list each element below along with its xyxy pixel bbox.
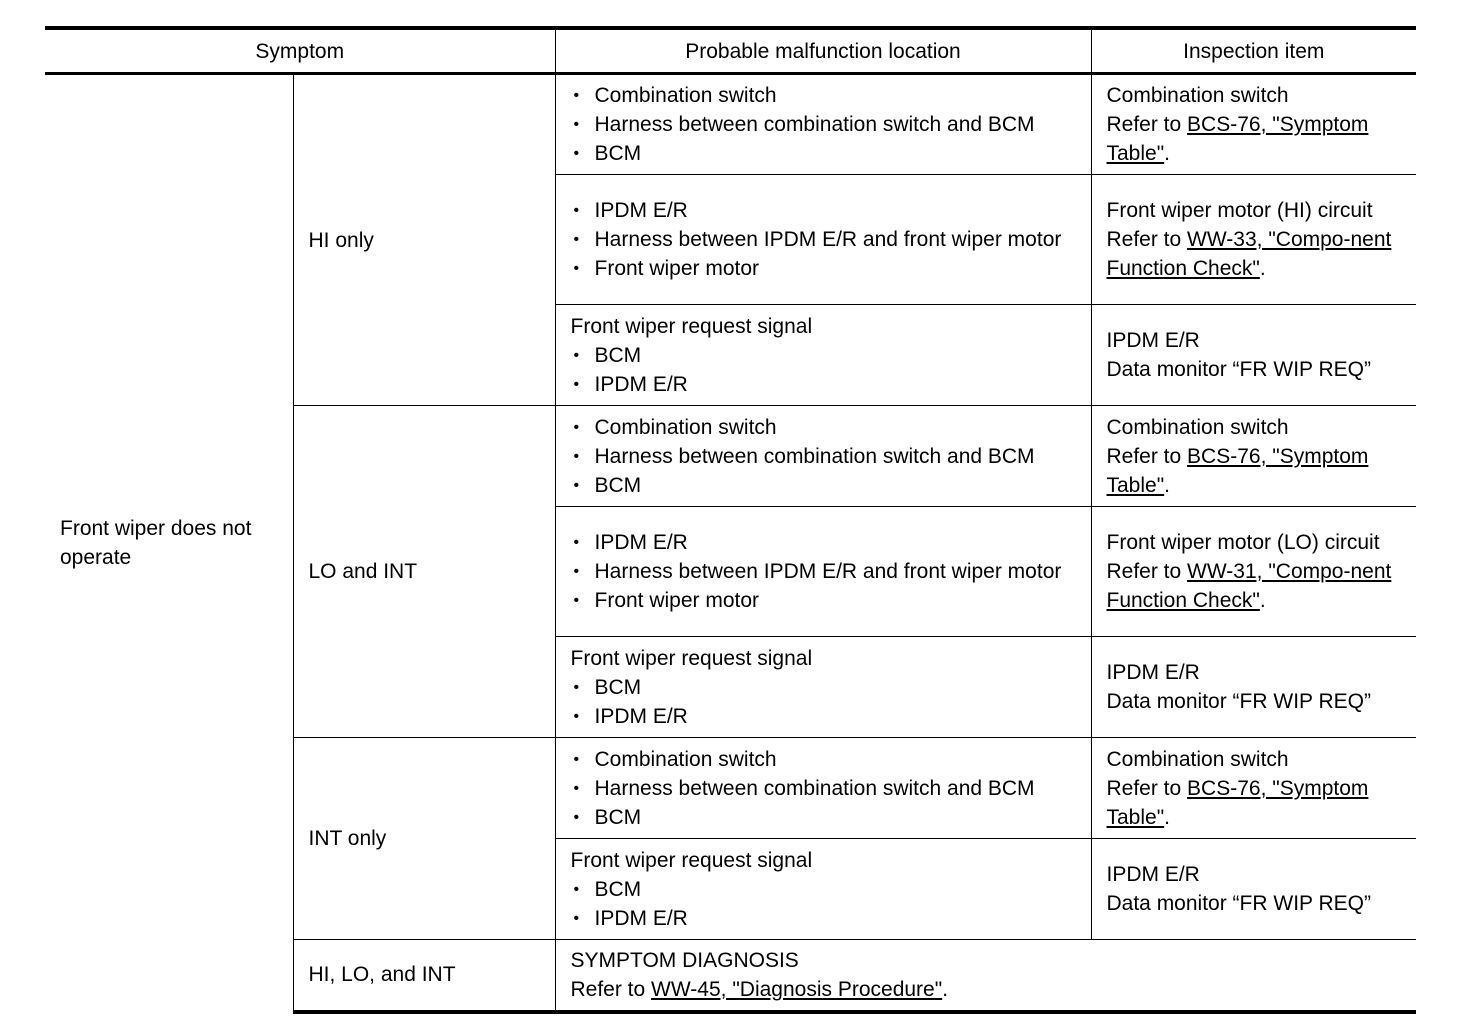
inspection-detail: Data monitor “FR WIP REQ” [1106,892,1371,915]
reference-link[interactable]: WW-31, "Compo-nent Function Check" [1106,560,1392,612]
list-item: • IPDM E/R [571,904,1091,933]
inspection-cell [1091,738,1416,839]
location-cell [555,74,1091,175]
location-heading: Front wiper request signal [570,646,813,670]
list-item: • Front wiper motor [571,586,1091,615]
inspection-cell [1091,305,1416,406]
list-item: • BCM [571,673,1091,702]
table-header-row [45,28,1416,74]
list-item: • Harness between IPDM E/R and front wiper motor [571,225,1091,254]
refer-text: Refer to [1106,560,1188,583]
location-cell [555,507,1091,637]
reference-link[interactable]: WW-33, "Compo-nent Function Check" [1106,228,1392,280]
inspection-cell [1091,74,1416,175]
sub-symptom-cell [293,738,555,940]
inspection-title: IPDM E/R [1106,661,1200,684]
location-list [571,875,1091,933]
inspection-cell [1091,175,1416,305]
list-item: • IPDM E/R [571,702,1091,731]
location-cell [555,305,1091,406]
location-heading: Front wiper request signal [570,314,813,338]
inspection-title: Front wiper motor (HI) circuit [1106,199,1373,222]
symptom-table-wrapper [45,26,1416,1014]
inspection-title: Combination switch [1106,84,1289,107]
refer-text: Refer to [570,977,652,1001]
refer-text: Refer to [1106,228,1188,251]
list-item: • BCM [571,803,1091,832]
period: . [1164,805,1171,829]
inspection-title: Combination switch [1106,415,1289,439]
period: . [1164,142,1171,165]
inspection-title: Front wiper motor (LO) circuit [1106,531,1380,554]
main-symptom-cell [45,74,293,1012]
reference-link[interactable]: BCS-76, "Symptom Table" [1106,776,1369,829]
diagnosis-cell [555,940,1416,1012]
inspection-cell [1091,839,1416,940]
table-row [45,74,1416,175]
location-heading: Front wiper request signal [570,848,813,872]
list-item: • BCM [571,139,1091,168]
location-cell [555,738,1091,839]
list-item: • Harness between IPDM E/R and front wiper motor [571,557,1091,586]
header-symptom: Symptom [45,28,555,74]
list-item: • Combination switch [571,81,1091,110]
refer-text: Refer to [1106,444,1188,468]
location-list [571,413,1091,500]
location-list [571,81,1091,168]
reference-link[interactable]: WW-45, "Diagnosis Procedure" [651,977,943,1001]
inspection-cell [1091,406,1416,507]
sub-symptom-label: LO and INT [308,560,418,583]
reference-link[interactable]: BCS-76, "Symptom Table" [1106,444,1369,497]
period: . [1259,257,1266,280]
reference-link[interactable]: BCS-76, "Symptom Table" [1106,113,1369,165]
period: . [942,977,949,1001]
main-symptom: Front wiper does not operate [60,517,252,570]
list-item: • Combination switch [571,413,1091,442]
list-item: • BCM [571,875,1091,904]
inspection-title: IPDM E/R [1106,863,1200,886]
sub-symptom-cell [293,74,555,406]
location-cell [555,406,1091,507]
location-cell [555,839,1091,940]
list-item: • Front wiper motor [571,254,1091,283]
location-cell [555,175,1091,305]
location-list [571,745,1091,832]
inspection-title: IPDM E/R [1106,329,1200,352]
refer-text: Refer to [1106,113,1188,136]
list-item: • BCM [571,471,1091,500]
list-item: • Harness between combination switch and BCM [571,774,1091,803]
list-item: • IPDM E/R [571,196,1091,225]
location-list [571,528,1091,615]
sub-symptom-label: HI only [308,228,374,252]
list-item: • Combination switch [571,745,1091,774]
location-list [571,673,1091,731]
list-item: • IPDM E/R [571,528,1091,557]
list-item: • IPDM E/R [571,370,1091,399]
list-item: • Harness between combination switch and BCM [571,442,1091,471]
sub-symptom-label: HI, LO, and INT [308,963,456,987]
diagnosis-title: SYMPTOM DIAGNOSIS [570,948,799,972]
location-list [571,196,1091,283]
header-inspection: Inspection item [1091,28,1416,74]
inspection-cell [1091,637,1416,738]
symptom-table [45,26,1416,1014]
period: . [1259,589,1266,612]
location-list [571,341,1091,399]
header-location: Probable malfunction location [555,28,1091,74]
inspection-cell [1091,507,1416,637]
period: . [1164,473,1171,497]
inspection-title: Combination switch [1106,747,1289,771]
sub-symptom-label: INT only [308,827,387,850]
location-cell [555,637,1091,738]
list-item: • BCM [571,341,1091,370]
sub-symptom-cell [293,940,555,1012]
list-item: • Harness between combination switch and BCM [571,110,1091,139]
inspection-detail: Data monitor “FR WIP REQ” [1106,690,1371,713]
sub-symptom-cell [293,406,555,738]
inspection-detail: Data monitor “FR WIP REQ” [1106,358,1371,381]
refer-text: Refer to [1106,776,1188,800]
